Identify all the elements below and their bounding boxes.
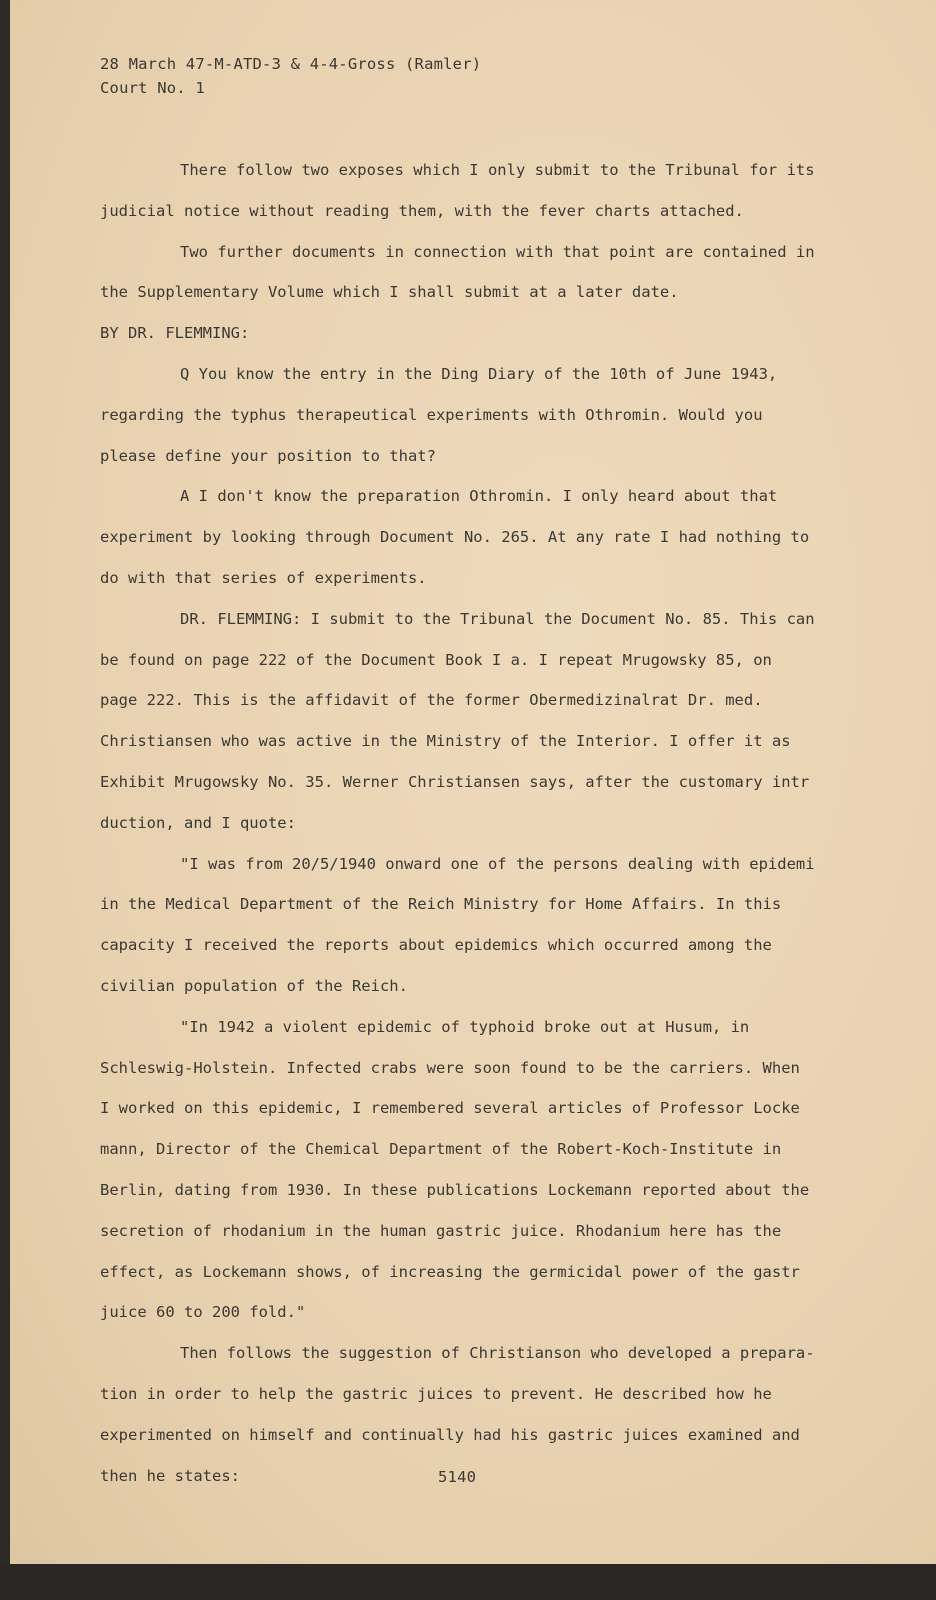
paragraph-line: DR. FLEMMING: I submit to the Tribunal the Document No. 85. This can [180, 609, 815, 628]
paragraph-line: the Supplementary Volume which I shall submit at a later date. [100, 283, 679, 302]
quote-line: juice 60 to 200 fold." [100, 1303, 306, 1322]
question-line: regarding the typhus therapeutical experiments with Othromin. Would you [100, 405, 763, 424]
speaker-heading: BY DR. FLEMMING: [100, 324, 250, 343]
scan-bottom-edge [0, 1564, 936, 1600]
answer-line: experiment by looking through Document No. 265. At any rate I had nothing to [100, 528, 810, 547]
quote-line: "In 1942 a violent epidemic of typhoid broke out at Husum, in [180, 1017, 750, 1036]
question-line: please define your position to that? [100, 446, 436, 465]
paragraph-line: tion in order to help the gastric juices to prevent. He described how he [100, 1384, 772, 1403]
quote-line: effect, as Lockemann shows, of increasing the germicidal power of the gastr [100, 1262, 800, 1281]
header-line-2: Court No. 1 [100, 79, 205, 97]
quote-line: mann, Director of the Chemical Department of the Robert-Koch-Institute in [100, 1140, 782, 1159]
quote-line: Berlin, dating from 1930. In these publications Lockemann reported about the [100, 1180, 810, 1199]
answer-line: do with that series of experiments. [100, 568, 427, 587]
paragraph-line: There follow two exposes which I only submit to the Tribunal for its [180, 161, 815, 179]
paragraph-line: Exhibit Mrugowsky No. 35. Werner Christiansen says, after the customary intr [100, 772, 810, 791]
quote-line: "I was from 20/5/1940 onward one of the persons dealing with epidemi [180, 854, 815, 873]
paragraph-line: judicial notice without reading them, with the fever charts attached. [100, 201, 744, 220]
quote-line: civilian population of the Reich. [100, 976, 408, 995]
quote-line: Schleswig-Holstein. Infected crabs were soon found to be the carriers. When [100, 1058, 800, 1077]
quote-line: secretion of rhodanium in the human gastric juice. Rhodanium here has the [100, 1221, 782, 1240]
document-body [100, 150, 860, 1496]
paragraph-line: be found on page 222 of the Document Book I a. I repeat Mrugowsky 85, on [100, 650, 772, 669]
quote-line: capacity I received the reports about epidemics which occurred among the [100, 936, 772, 955]
question-line: Q You know the entry in the Ding Diary of the 10th of June 1943, [180, 364, 778, 383]
paragraph-line: experimented on himself and continually had his gastric juices examined and [100, 1425, 800, 1444]
page-number: 5140 [438, 1468, 477, 1486]
quote-line: I worked on this epidemic, I remembered several articles of Professor Locke [100, 1099, 800, 1118]
paragraph-line: page 222. This is the affidavit of the former Obermedizinalrat Dr. med. [100, 691, 763, 710]
answer-line: A I don't know the preparation Othromin. I only heard about that [180, 487, 778, 506]
paragraph-line: Christiansen who was active in the Ministry of the Interior. I offer it as [100, 732, 791, 751]
quote-line: in the Medical Department of the Reich Ministry for Home Affairs. In this [100, 895, 782, 914]
paragraph-line: Two further documents in connection with that point are contained in [180, 242, 815, 261]
paragraph-line: duction, and I quote: [100, 813, 296, 832]
paragraph-line: Then follows the suggestion of Christianson who developed a prepara- [180, 1344, 815, 1363]
header-line-1: 28 March 47-M-ATD-3 & 4-4-Gross (Ramler) [100, 55, 482, 73]
document-header [100, 52, 481, 100]
paragraph-line: then he states: [100, 1466, 240, 1485]
